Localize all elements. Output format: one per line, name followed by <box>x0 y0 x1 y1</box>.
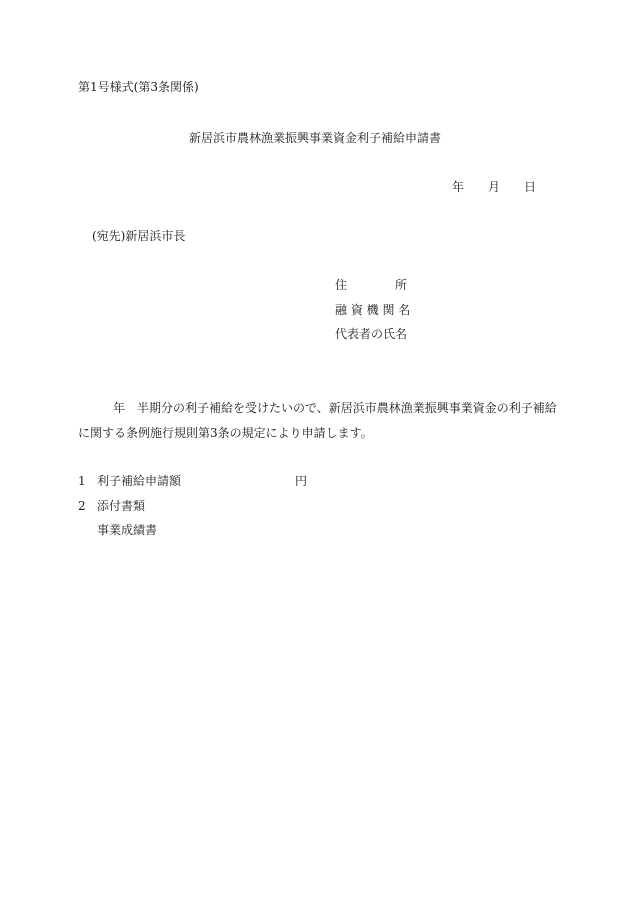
applicant-address-label: 住 所 <box>335 278 408 292</box>
addressee: (宛先)新居浜市長 <box>92 229 186 243</box>
item-number: 1 <box>78 474 86 488</box>
applicant-institution-label: 融 資 機 関 名 <box>335 303 411 317</box>
item-number: 2 <box>78 499 86 513</box>
item-label-subsidy-amount: 利子補給申請額 <box>97 474 182 488</box>
form-number: 第1号様式(第3条関係) <box>78 80 199 94</box>
document-title: 新居浜市農林漁業振興事業資金利子補給申請書 <box>188 131 441 145</box>
applicant-representative-label: 代表者の氏名 <box>335 327 408 341</box>
date-line: 年 月 日 <box>452 180 537 194</box>
body-text-line: 年 半期分の利子補給を受けたいので、新居浜市農林漁業振興事業資金の利子補給 <box>113 401 557 415</box>
body-text-line: に関する条例施行規則第3条の規定により申請します。 <box>78 426 373 440</box>
item-unit-yen: 円 <box>295 474 308 488</box>
item-label-attachments: 添付書類 <box>97 499 146 513</box>
attachment-business-report: 事業成績書 <box>97 523 158 537</box>
